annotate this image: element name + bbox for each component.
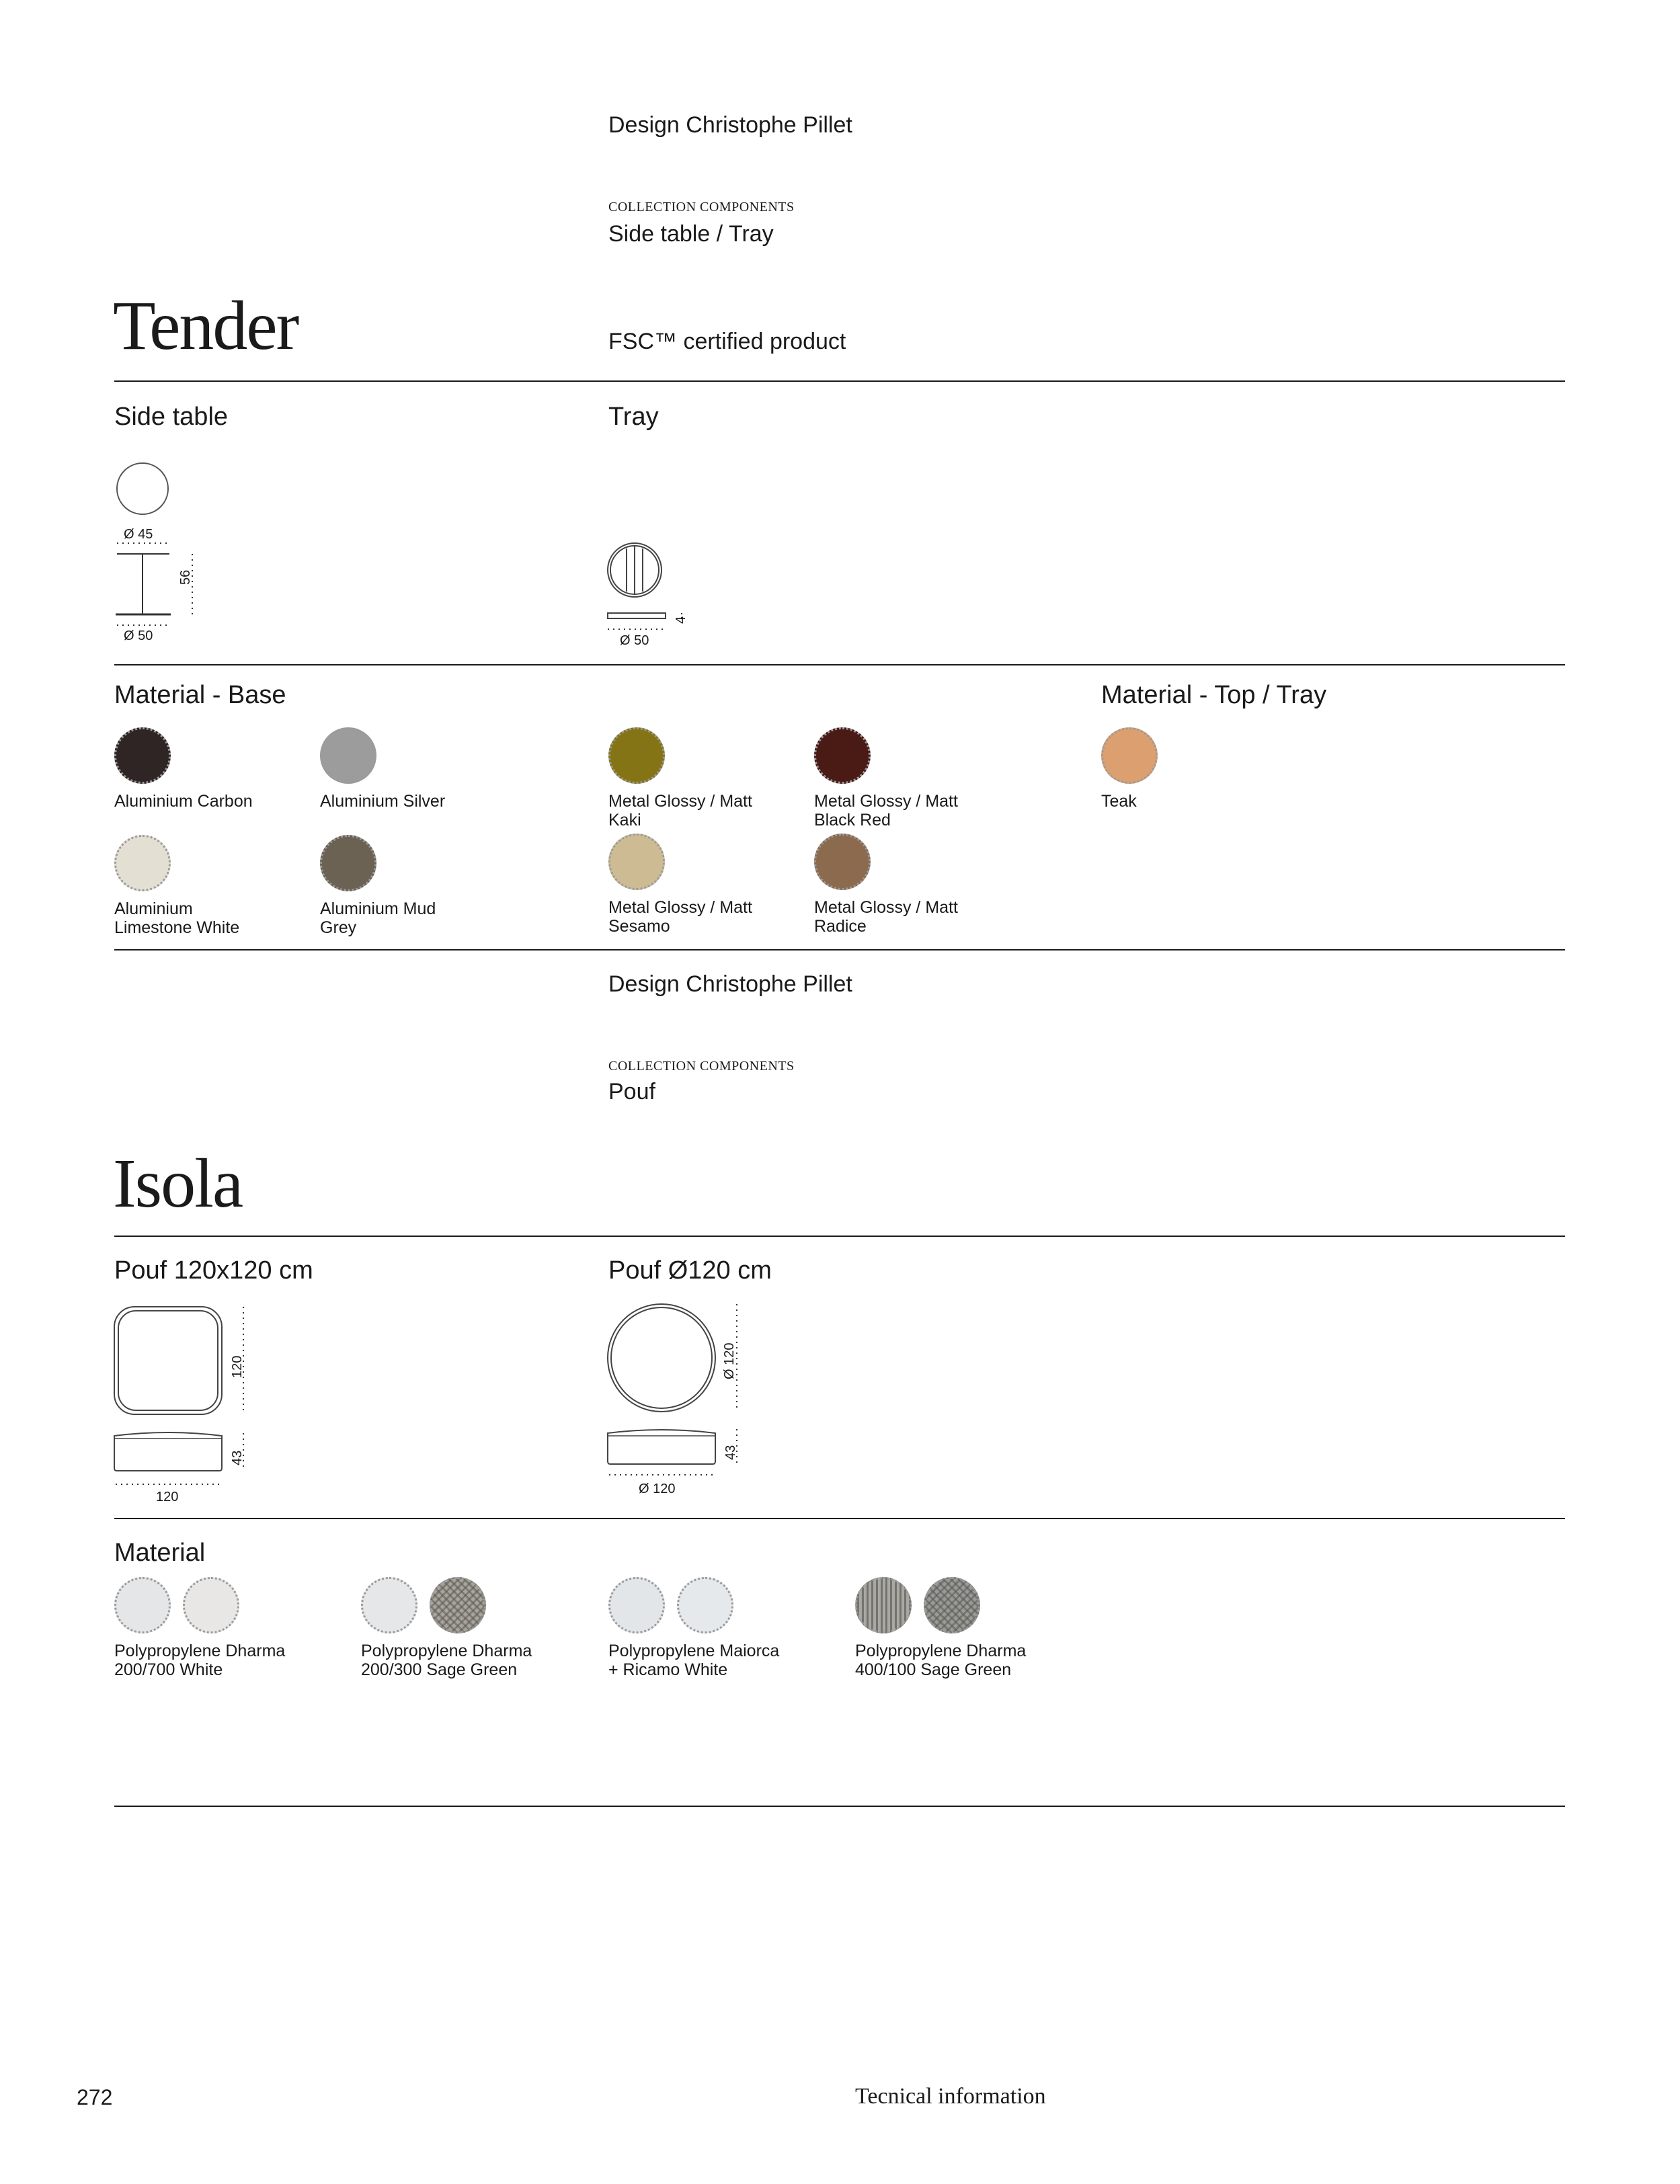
isola-designer: Design Christophe Pillet xyxy=(608,971,852,997)
material-base-1-swatch xyxy=(320,727,376,784)
side-table-top-diameter: Ø 45 xyxy=(124,527,153,542)
material-base-2-label-line-2: Kaki xyxy=(608,811,641,830)
material-base-6-label xyxy=(608,898,803,936)
material-base-6-label-line-1: Metal Glossy / Matt xyxy=(608,898,752,917)
isola-material-0-label-line-1: Polypropylene Dharma xyxy=(114,1642,286,1660)
material-base-5-label xyxy=(320,899,515,937)
side-table-drawing xyxy=(113,460,207,641)
isola-material-2-label-line-2: + Ricamo White xyxy=(608,1660,728,1679)
pouf-round-drawing xyxy=(606,1301,754,1496)
pouf-square-width: 120 xyxy=(156,1490,179,1504)
isola-material-2-label-line-1: Polypropylene Maiorca xyxy=(608,1642,780,1660)
isola-material-3-swatch-a xyxy=(855,1577,912,1633)
material-base-3-swatch xyxy=(814,727,871,784)
material-base-4-label-line-2: Limestone White xyxy=(114,918,240,937)
page-number: 272 xyxy=(77,2085,113,2109)
isola-material-3-label-line-2: 400/100 Sage Green xyxy=(855,1660,1012,1679)
material-base-3-label-line-2: Black Red xyxy=(814,811,891,830)
side-table-base-diameter: Ø 50 xyxy=(124,629,153,643)
pouf-round-diameter-bottom: Ø 120 xyxy=(639,1482,676,1496)
isola-material-heading: Material xyxy=(114,1539,206,1567)
isola-material-2-swatch-b xyxy=(677,1577,733,1633)
material-base-5-label-line-1: Aluminium Mud xyxy=(320,899,436,918)
pouf-square-height: 43 xyxy=(230,1450,245,1465)
divider xyxy=(114,1236,1565,1237)
tender-title: Tender xyxy=(113,287,298,364)
material-base-4-swatch xyxy=(114,835,171,891)
tender-components-label: COLLECTION COMPONENTS xyxy=(608,200,795,214)
material-base-5-label-line-2: Grey xyxy=(320,918,357,937)
material-top-0-label-line-1: Teak xyxy=(1101,792,1137,811)
isola-components: Pouf xyxy=(608,1079,655,1104)
pouf-round-heading: Pouf Ø120 cm xyxy=(608,1256,772,1285)
isola-material-3-label-line-1: Polypropylene Dharma xyxy=(855,1642,1027,1660)
material-base-3-label xyxy=(814,792,1009,830)
material-top-0-swatch xyxy=(1101,727,1158,784)
pouf-round-diameter-side: Ø 120 xyxy=(722,1342,737,1379)
tray-diameter: Ø 50 xyxy=(620,633,649,648)
isola-material-0-swatch-b xyxy=(183,1577,239,1633)
material-base-7-label-line-2: Radice xyxy=(814,917,867,936)
material-base-4-label-line-1: Aluminium xyxy=(114,899,193,918)
material-base-2-swatch xyxy=(608,727,665,784)
material-base-2-label xyxy=(608,792,803,830)
footer-section: Tecnical information xyxy=(855,2084,1046,2109)
side-table-height: 56 xyxy=(178,569,193,585)
divider xyxy=(114,664,1565,665)
isola-material-2-label xyxy=(608,1642,803,1679)
isola-material-0-label xyxy=(114,1642,309,1679)
material-base-0-swatch xyxy=(114,727,171,784)
tender-components: Side table / Tray xyxy=(608,221,774,247)
isola-material-0-swatch-a xyxy=(114,1577,171,1633)
material-base-7-swatch xyxy=(814,834,871,890)
tender-designer: Design Christophe Pillet xyxy=(608,112,852,138)
material-base-6-label-line-2: Sesamo xyxy=(608,917,670,936)
material-base-5-swatch xyxy=(320,835,376,891)
material-base-heading: Material - Base xyxy=(114,681,286,709)
tray-heading: Tray xyxy=(608,403,659,431)
material-base-3-label-line-1: Metal Glossy / Matt xyxy=(814,792,958,811)
isola-material-1-swatch-a xyxy=(361,1577,417,1633)
isola-material-0-label-line-2: 200/700 White xyxy=(114,1660,223,1679)
isola-material-3-label xyxy=(855,1642,1050,1679)
isola-material-2-swatch-a xyxy=(608,1577,665,1633)
isola-title: Isola xyxy=(113,1145,243,1222)
material-base-7-label-line-1: Metal Glossy / Matt xyxy=(814,898,958,917)
pouf-square-heading: Pouf 120x120 cm xyxy=(114,1256,313,1285)
material-base-0-label xyxy=(114,792,309,811)
pouf-square-drawing xyxy=(113,1304,261,1499)
material-base-7-label xyxy=(814,898,1009,936)
material-top-heading: Material - Top / Tray xyxy=(1101,681,1327,709)
isola-material-1-swatch-b xyxy=(430,1577,486,1633)
pouf-round-height: 43 xyxy=(723,1445,738,1460)
isola-material-1-label-line-1: Polypropylene Dharma xyxy=(361,1642,532,1660)
divider xyxy=(114,1806,1565,1807)
material-base-1-label xyxy=(320,792,515,811)
tray-height: 4 xyxy=(674,616,688,624)
isola-material-3-swatch-b xyxy=(924,1577,980,1633)
pouf-square-depth: 120 xyxy=(230,1355,245,1378)
material-base-4-label xyxy=(114,899,309,937)
material-base-0-label-line-1: Aluminium Carbon xyxy=(114,792,253,811)
divider xyxy=(114,949,1565,951)
tray-drawing xyxy=(606,542,694,643)
isola-material-1-label xyxy=(361,1642,556,1679)
tender-certification: FSC™ certified product xyxy=(608,329,846,354)
material-base-1-label-line-1: Aluminium Silver xyxy=(320,792,446,811)
isola-material-1-label-line-2: 200/300 Sage Green xyxy=(361,1660,518,1679)
side-table-heading: Side table xyxy=(114,403,229,431)
material-base-2-label-line-1: Metal Glossy / Matt xyxy=(608,792,752,811)
divider xyxy=(114,1518,1565,1519)
divider xyxy=(114,380,1565,382)
isola-components-label: COLLECTION COMPONENTS xyxy=(608,1059,795,1074)
material-base-6-swatch xyxy=(608,834,665,890)
material-top-0-label xyxy=(1101,792,1296,811)
